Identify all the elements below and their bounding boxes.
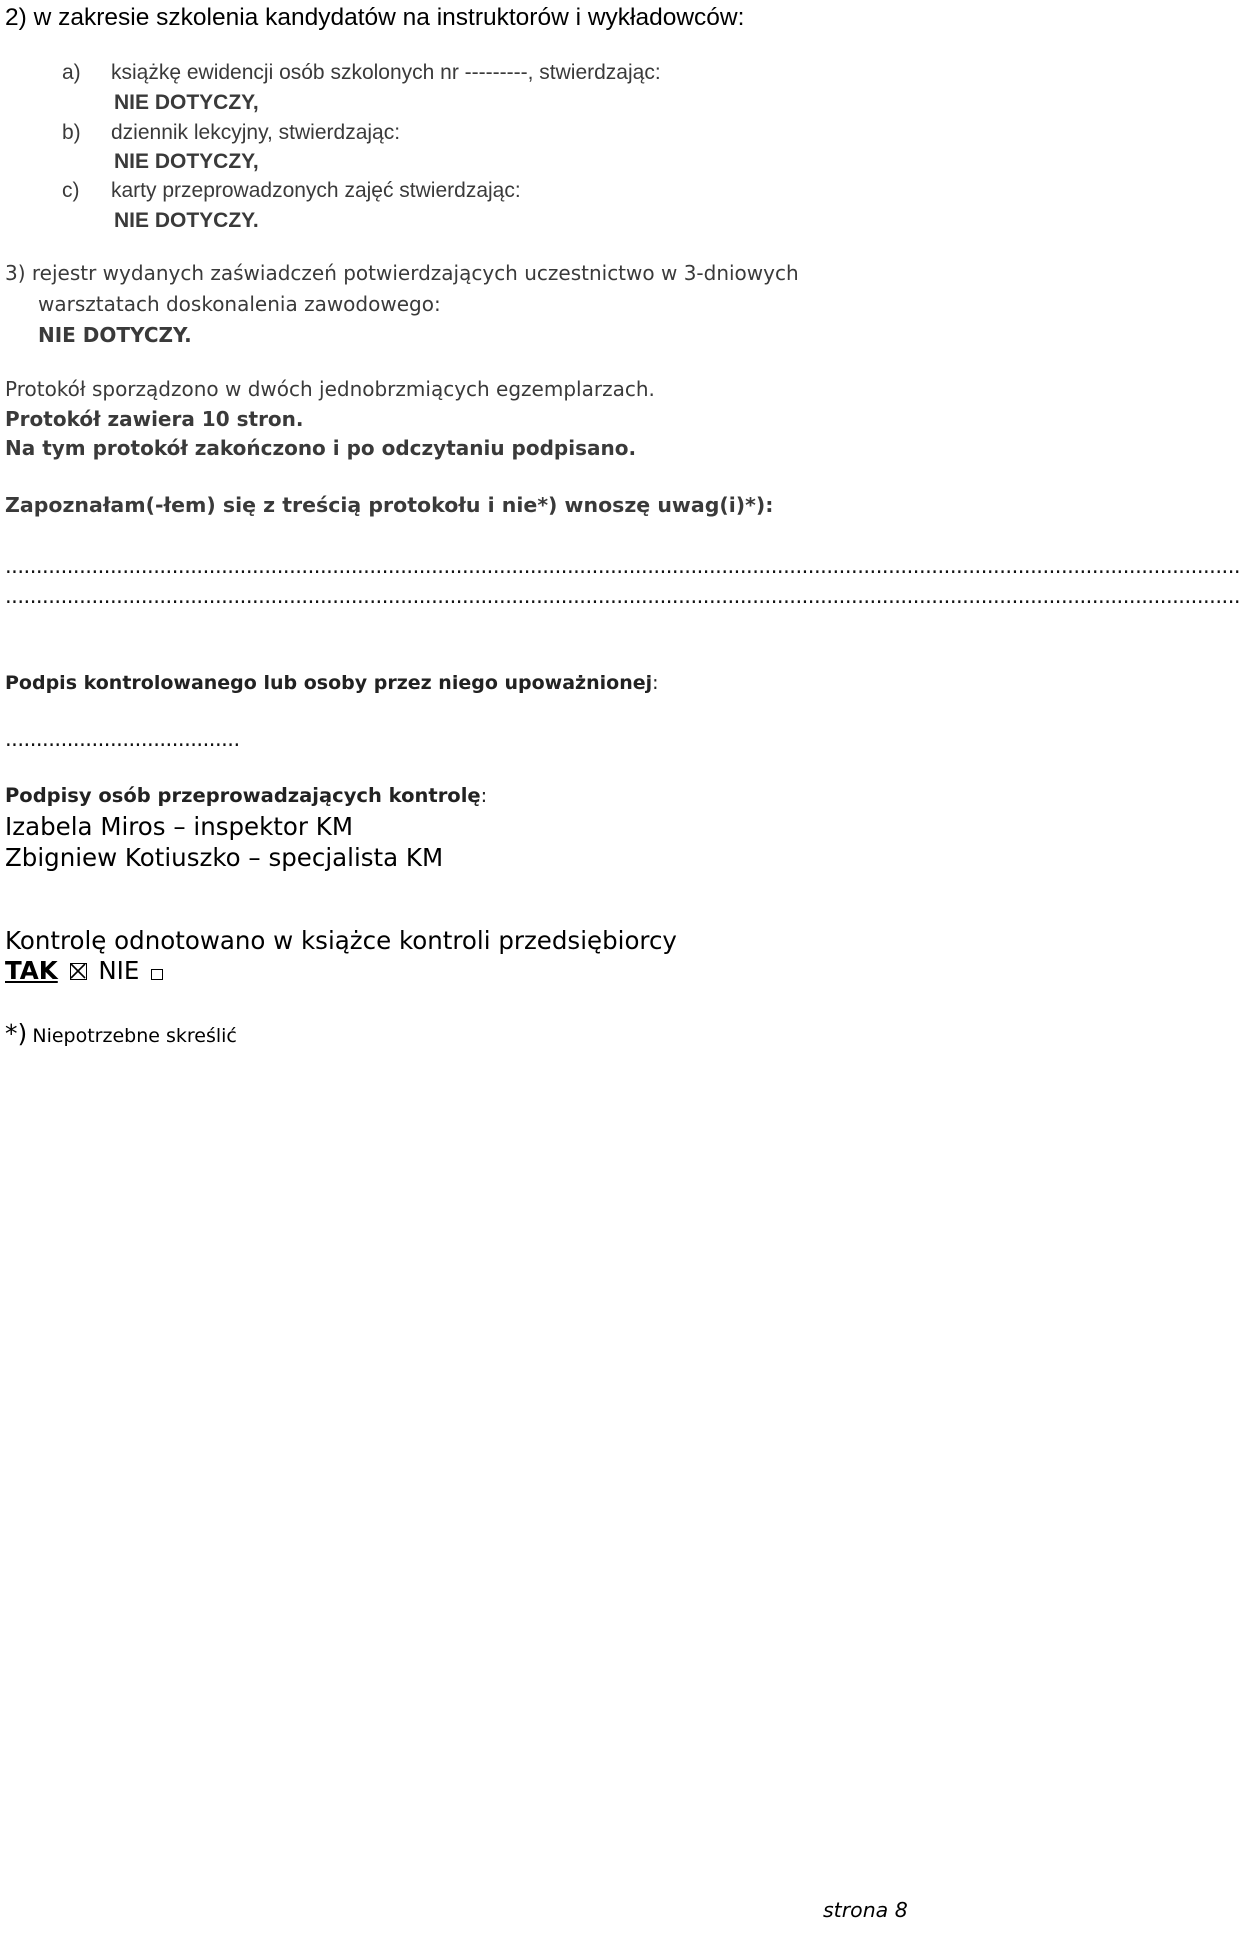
page-number: strona 8 — [823, 1898, 908, 1922]
acknowledgement-statement: Zapoznałam(-łem) się z treścią protokołu i nie*) wnoszę uwag(i)*): — [5, 493, 774, 517]
remarks-dotted-line-1: ........................................................................................................................................................................................................ — [5, 554, 1240, 578]
controlled-party-signature-label — [5, 668, 659, 699]
option-yes-checkbox[interactable] — [70, 963, 87, 980]
option-no-checkbox[interactable] — [151, 969, 163, 980]
inspectors-signature-colon: : — [480, 784, 488, 807]
controlled-party-signature-text: Podpis kontrolowanego lub osoby przez niego upoważnionej — [5, 672, 653, 694]
item-c-status: NIE DOTYCZY. — [114, 209, 259, 232]
inspector-1: Izabela Miros – inspektor KM — [5, 812, 353, 841]
section-3-status: NIE DOTYCZY. — [38, 323, 192, 347]
item-b-status: NIE DOTYCZY, — [114, 150, 259, 173]
inspectors-signature-label — [5, 780, 487, 811]
item-b-text: dziennik lekcyjny, stwierdzając: — [111, 121, 401, 144]
inspectors-signature-text: Podpisy osób przeprowadzających kontrolę — [5, 784, 481, 807]
inspector-2: Zbigniew Kotiuszko – specjalista KM — [5, 843, 444, 872]
item-b-prefix: b) — [62, 121, 81, 144]
item-c-prefix: c) — [62, 179, 80, 202]
footnote-text: Niepotrzebne skreślić — [32, 1025, 237, 1047]
option-yes-label: TAK — [5, 956, 58, 985]
controlled-party-signature-dots: ...................................... — [5, 727, 240, 751]
section-2-heading: 2) w zakresie szkolenia kandydatów na instruktorów i wykładowców: — [5, 4, 745, 31]
protocol-pages-note: Protokół zawiera 10 stron. — [5, 407, 304, 431]
protocol-copies-note: Protokół sporządzono w dwóch jednobrzmiących egzemplarzach. — [5, 377, 655, 401]
item-c-text: karty przeprowadzonych zajęć stwierdzając: — [111, 179, 521, 202]
checked-x-icon — [71, 964, 85, 978]
footnote-marker: *) — [5, 1019, 28, 1048]
protocol-signed-note: Na tym protokół zakończono i po odczytaniu podpisano. — [5, 436, 637, 460]
controlled-party-signature-colon: : — [652, 672, 659, 694]
entrepreneur-book-options — [5, 955, 163, 986]
item-a-text: książkę ewidencji osób szkolonych nr ---------, stwierdzając: — [111, 61, 661, 84]
remarks-dotted-line-2: ........................................................................................................................................................................................................ — [5, 584, 1240, 608]
section-3-line-1: 3) rejestr wydanych zaświadczeń potwierdzających uczestnictwo w 3-dniowych — [5, 261, 799, 285]
item-a-status: NIE DOTYCZY, — [114, 91, 259, 114]
footnote — [5, 1017, 237, 1054]
section-3-line-2: warsztatach doskonalenia zawodowego: — [38, 292, 441, 316]
item-a-prefix: a) — [62, 61, 81, 84]
entrepreneur-book-note: Kontrolę odnotowano w książce kontroli przedsiębiorcy — [5, 926, 677, 955]
option-no-label: NIE — [98, 956, 140, 985]
